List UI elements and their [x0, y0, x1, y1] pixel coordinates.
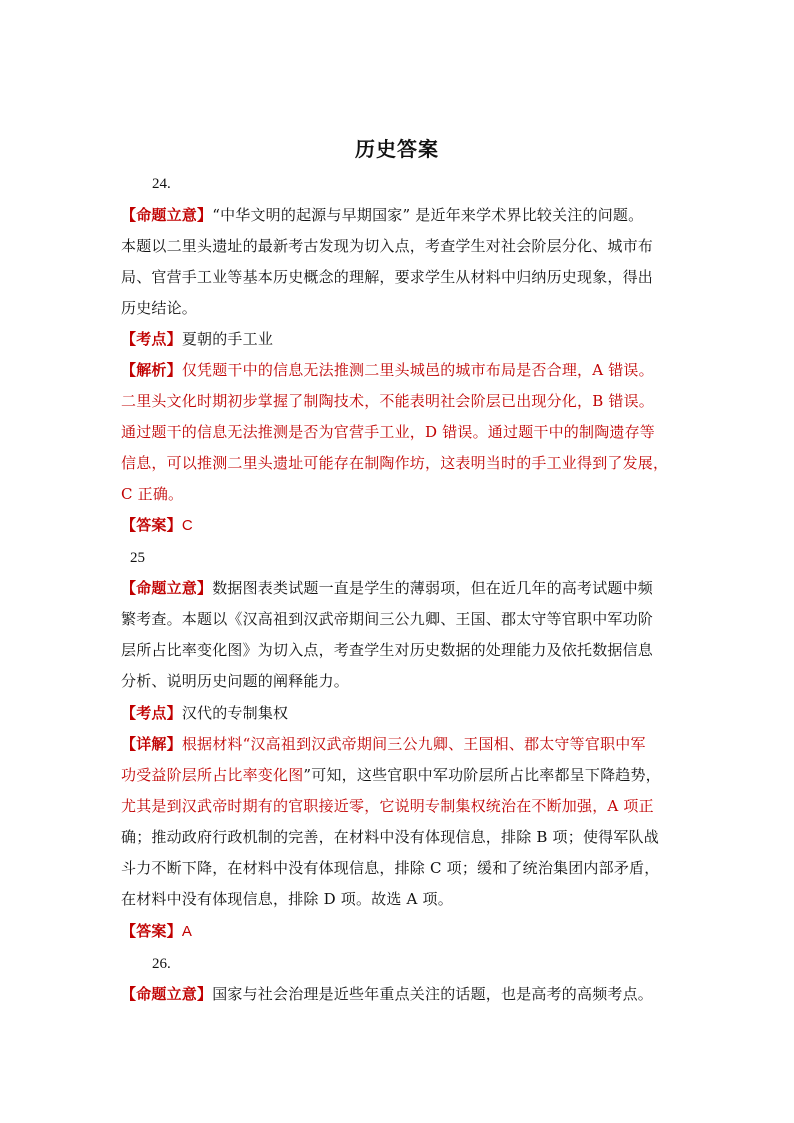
q24-intent-line2: 本题以二里头遗址的最新考古发现为切入点，考查学生对社会阶层分化、城市布: [121, 237, 654, 255]
intent-tag: 【命题立意】: [121, 206, 213, 224]
q24-analysis-line4: 信息，可以推测二里头遗址可能存在制陶作坊，这表明当时的手工业得到了发展，: [121, 454, 669, 472]
answer-tag: 【答案】: [121, 516, 182, 534]
q24-analysis-line5: C 正确。: [121, 485, 184, 503]
q24-point: 【考点】夏朝的手工业: [121, 330, 274, 348]
q24-analysis-line2: 二里头文化时期初步掌握了制陶技术，不能表明社会阶层已出现分化，B 错误。: [121, 392, 654, 410]
detail-tag: 【详解】: [121, 735, 182, 753]
q25-detail-line2: 功受益阶层所占比率变化图”可知，这些官职中军功阶层所占比率都呈下降趋势，: [121, 766, 661, 784]
q25-answer: [121, 924, 687, 939]
q24-intent-line3: 局、官营手工业等基本历史概念的理解，要求学生从材料中归纳历史现象，得出: [121, 268, 654, 286]
q24-intent-line1: 【命题立意】“中华文明的起源与早期国家” 是近年来学术界比较关注的问题。: [121, 206, 644, 224]
q25-detail-line5: 斗力不断下降，在材料中没有体现信息，排除 C 项；缓和了统治集团内部矛盾，: [121, 859, 660, 877]
intent-tag: 【命题立意】: [121, 985, 213, 1003]
q25-intent-line2: 繁考查。本题以《汉高祖到汉武帝期间三公九卿、王国、郡太守等官职中军功阶: [121, 610, 654, 628]
q24-analysis-line3: 通过题干的信息无法推测是否为官营手工业，D 错误。通过题干中的制陶遗存等: [121, 423, 655, 441]
q24-answer: [121, 518, 687, 533]
q24-analysis-line1: 【解析】仅凭题干中的信息无法推测二里头城邑的城市布局是否合理，A 错误。: [121, 361, 654, 379]
q24-intent-line4: 历史结论。: [121, 299, 198, 317]
q25-intent-line1: 【命题立意】数据图表类试题一直是学生的薄弱项，但在近几年的高考试题中频: [121, 579, 654, 597]
question-number-25: 25: [130, 550, 145, 566]
page-title: 历史答案: [355, 137, 439, 161]
answer-value: A: [181, 923, 193, 940]
q25-intent-line4: 分析、说明历史问题的阐释能力。: [121, 672, 350, 690]
q25-intent-line3: 层所占比率变化图》为切入点，考查学生对历史数据的处理能力及依托数据信息: [121, 641, 654, 659]
analysis-tag: 【解析】: [121, 361, 182, 379]
q25-detail-line6: 在材料中没有体现信息，排除 D 项。故选 A 项。: [121, 890, 453, 908]
q26-intent-line1: 【命题立意】国家与社会治理是近些年重点关注的话题，也是高考的高频考点。: [121, 985, 654, 1003]
question-number-26: 26.: [152, 956, 171, 972]
q25-detail-line1: 【详解】根据材料“汉高祖到汉武帝期间三公九卿、王国相、郡太守等官职中军: [121, 735, 646, 753]
point-tag: 【考点】: [121, 330, 182, 348]
intent-tag: 【命题立意】: [121, 579, 213, 597]
q25-detail-line3: 尤其是到汉武帝时期有的官职接近零，它说明专制集权统治在不断加强，A 项正: [121, 797, 654, 815]
q25-detail-line4: 确；推动政府行政机制的完善，在材料中没有体现信息，排除 B 项；使得军队战: [121, 828, 659, 846]
question-number-24: 24.: [152, 176, 171, 192]
point-tag: 【考点】: [121, 704, 182, 722]
answer-value: C: [181, 517, 193, 534]
answer-tag: 【答案】: [121, 922, 182, 940]
q25-point: 【考点】汉代的专制集权: [121, 704, 289, 722]
